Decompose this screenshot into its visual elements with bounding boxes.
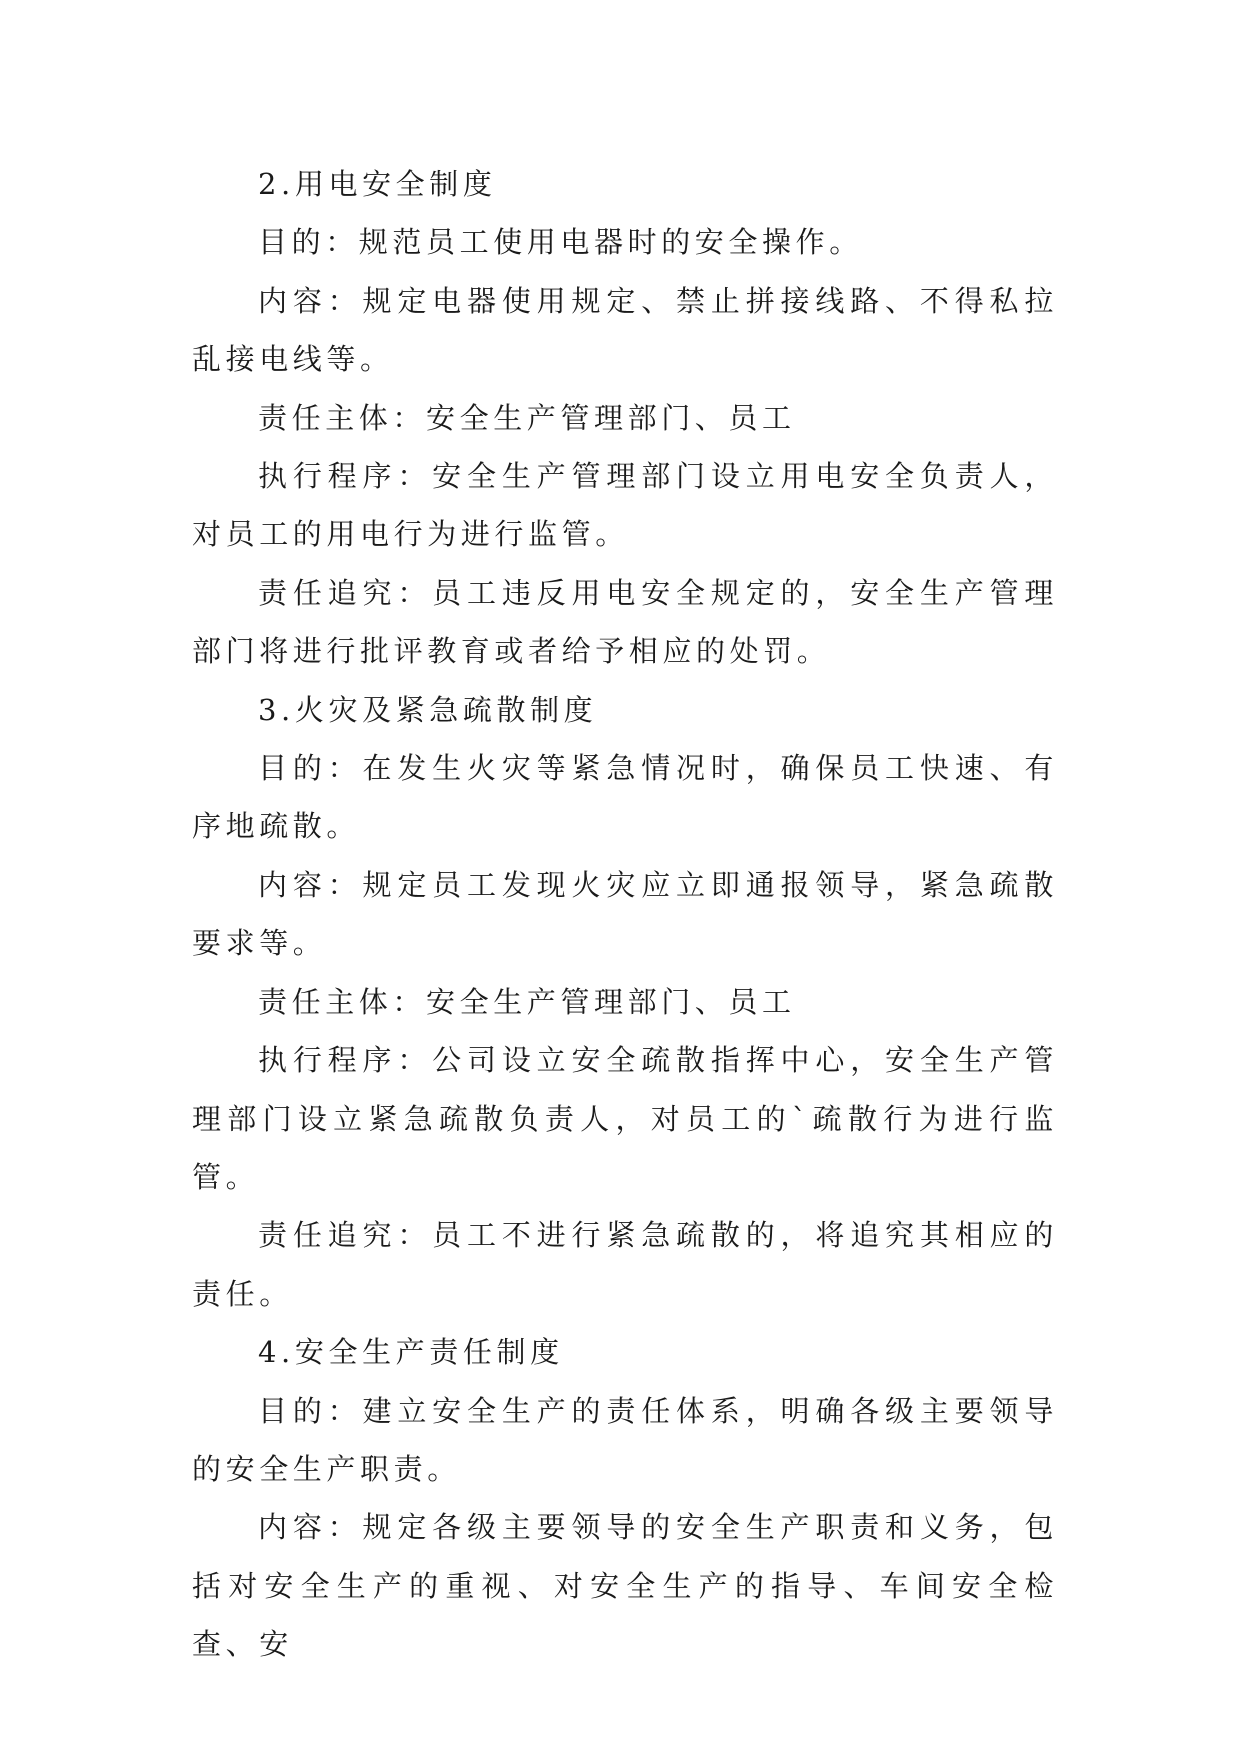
document-page — [192, 155, 1058, 1674]
paragraph-content: 内容：规定电器使用规定、禁止拼接线路、不得私拉乱接电线等。 — [192, 283, 1058, 377]
paragraph-responsible-party: 责任主体：安全生产管理部门、员工 — [258, 984, 796, 1019]
section-heading-electrical-safety: 2.用电安全制度 — [258, 167, 497, 201]
paragraph-purpose: 目的：建立安全生产的责任体系，明确各级主要领导的安全生产职责。 — [192, 1393, 1058, 1486]
paragraph-purpose: 目的：在发生火灾等紧急情况时，确保员工快速、有序地疏散。 — [192, 751, 1058, 844]
section-heading-production-responsibility: 4.安全生产责任制度 — [258, 1335, 564, 1370]
paragraph-responsible-party: 责任主体：安全生产管理部门、员工 — [258, 400, 796, 435]
paragraph-content: 内容：规定员工发现火灾应立即通报领导，紧急疏散要求等。 — [192, 867, 1058, 961]
paragraph-accountability: 责任追究：员工违反用电安全规定的，安全生产管理部门将进行批评教育或者给予相应的处罚。 — [192, 575, 1058, 669]
paragraph-content: 内容：规定各级主要领导的安全生产职责和义务，包括对安全生产的重视、对安全生产的指导、车间安全检查、安 — [192, 1510, 1058, 1662]
paragraph-accountability: 责任追究：员工不进行紧急疏散的，将追究其相应的责任。 — [192, 1218, 1058, 1311]
paragraph-procedure: 执行程序：公司设立安全疏散指挥中心，安全生产管理部门设立紧急疏散负责人，对员工的`疏散行为进行监管。 — [192, 1043, 1058, 1194]
paragraph-procedure: 执行程序：安全生产管理部门设立用电安全负责人，对员工的用电行为进行监管。 — [192, 459, 1058, 552]
paragraph-purpose: 目的：规范员工使用电器时的安全操作。 — [258, 225, 863, 260]
section-heading-fire-evacuation: 3.火灾及紧急疏散制度 — [258, 692, 598, 727]
